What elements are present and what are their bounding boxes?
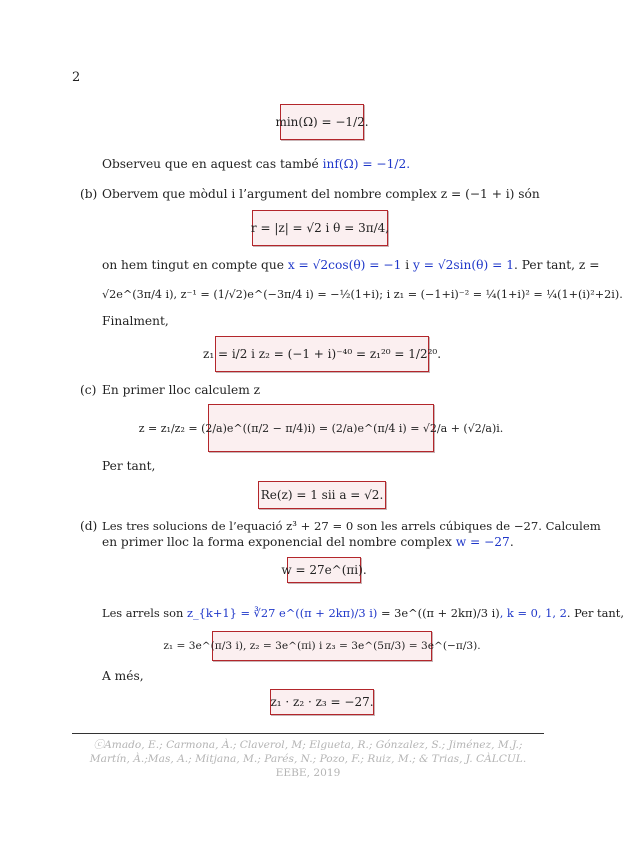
- formula-box-re: [258, 481, 386, 509]
- item-c-label: (c): [80, 383, 97, 397]
- a-mes: A més,: [102, 669, 144, 683]
- y-formula: y = √2sin(θ) = 1: [413, 258, 514, 272]
- item-d-label: (d): [80, 519, 98, 533]
- formula-min: min(Ω) = −1/2.: [275, 115, 369, 129]
- per-tant-c: Per tant,: [102, 459, 156, 473]
- w-formula: w = −27: [455, 535, 510, 549]
- item-b-text: Obervem que mòdul i l’argument del nombre complex z = (−1 + i) són: [102, 187, 540, 201]
- footer-line-2: Martín, À.;Mas, A.; Mitjana, M.; Parés, N.; Pozo, F.; Ruiz, M.; & Trias, J. CÀLCUL.: [89, 753, 527, 765]
- formula-re: Re(z) = 1 sii a = √2.: [260, 488, 384, 502]
- formula-box-product: [270, 689, 374, 715]
- formula-z: z = z₁/z₂ = (2/a)e^((π/2 − π/4)i) = (2/a)e^(π/4 i) = √2/a + (√2/a)i.: [138, 421, 504, 435]
- arrels-line: Les arrels son z_{k+1} = ∛27 e^((π + 2kπ)/3 i) = 3e^((π + 2kπ)/3 i), k = 0, 1, 2. Per tant,: [102, 606, 624, 620]
- item-b-label: (b): [80, 187, 98, 201]
- footer-rule: [72, 733, 544, 734]
- formula-z1z2: z₁ = i/2 i z₂ = (−1 + i)⁻⁴⁰ = z₁²⁰ = 1/2²⁰.: [203, 347, 442, 361]
- page-number: 2: [72, 70, 81, 85]
- formula-product: z₁ · z₂ · z₃ = −27.: [270, 695, 374, 709]
- k-values: , k = 0, 1, 2: [499, 606, 567, 620]
- formula-box-z1z2: [203, 336, 442, 372]
- b-line1: on hem tingut en compte que x = √2cos(θ) = −1 i y = √2sin(θ) = 1. Per tant, z =: [102, 258, 600, 272]
- formula-box-w: [281, 557, 367, 583]
- formula-roots: z₁ = 3e^(π/3 i), z₂ = 3e^(πi) i z₃ = 3e^(5π/3) = 3e^(−π/3).: [163, 640, 481, 652]
- footer-line-3: EEBE, 2019: [275, 767, 341, 779]
- item-c-text: En primer lloc calculem z: [102, 383, 261, 397]
- item-d-line2: en primer lloc la forma exponencial del nombre complex w = −27.: [102, 535, 514, 549]
- formula-modulus: r = |z| = √2 i θ = 3π/4,: [250, 221, 390, 235]
- finalment: Finalment,: [102, 314, 169, 328]
- inf-line: Observeu que en aquest cas també inf(Ω) = −1/2.: [102, 157, 411, 171]
- footer-credits: [72, 738, 544, 780]
- formula-w: w = 27e^(πi).: [281, 563, 367, 577]
- formula-box-z: [138, 404, 504, 452]
- formula-box-roots: [163, 631, 481, 661]
- item-d-line1: Les tres solucions de l’equació z³ + 27 = 0 son les arrels cúbiques de −27. Calculem: [102, 519, 601, 533]
- b-line2: √2e^(3π/4 i), z⁻¹ = (1/√2)e^(−3π/4 i) = −½(1+i); i z₁ = (−1+i)⁻² = ¼(1+i)² = ¼(1+(i)²+2i).: [102, 288, 623, 301]
- formula-box-min: [275, 104, 369, 140]
- x-formula: x = √2cos(θ) = −1: [287, 258, 402, 272]
- inf-formula: inf(Ω) = −1/2.: [322, 157, 411, 171]
- footer-line-1: ⓒAmado, E.; Carmona, À.; Claverol, M; Elgueta, R.; Gónzalez, S.; Jiménez, M.J.;: [93, 739, 523, 751]
- formula-box-modulus: [252, 210, 388, 246]
- roots-formula: z_{k+1} = ∛27 e^((π + 2kπ)/3 i): [186, 606, 378, 620]
